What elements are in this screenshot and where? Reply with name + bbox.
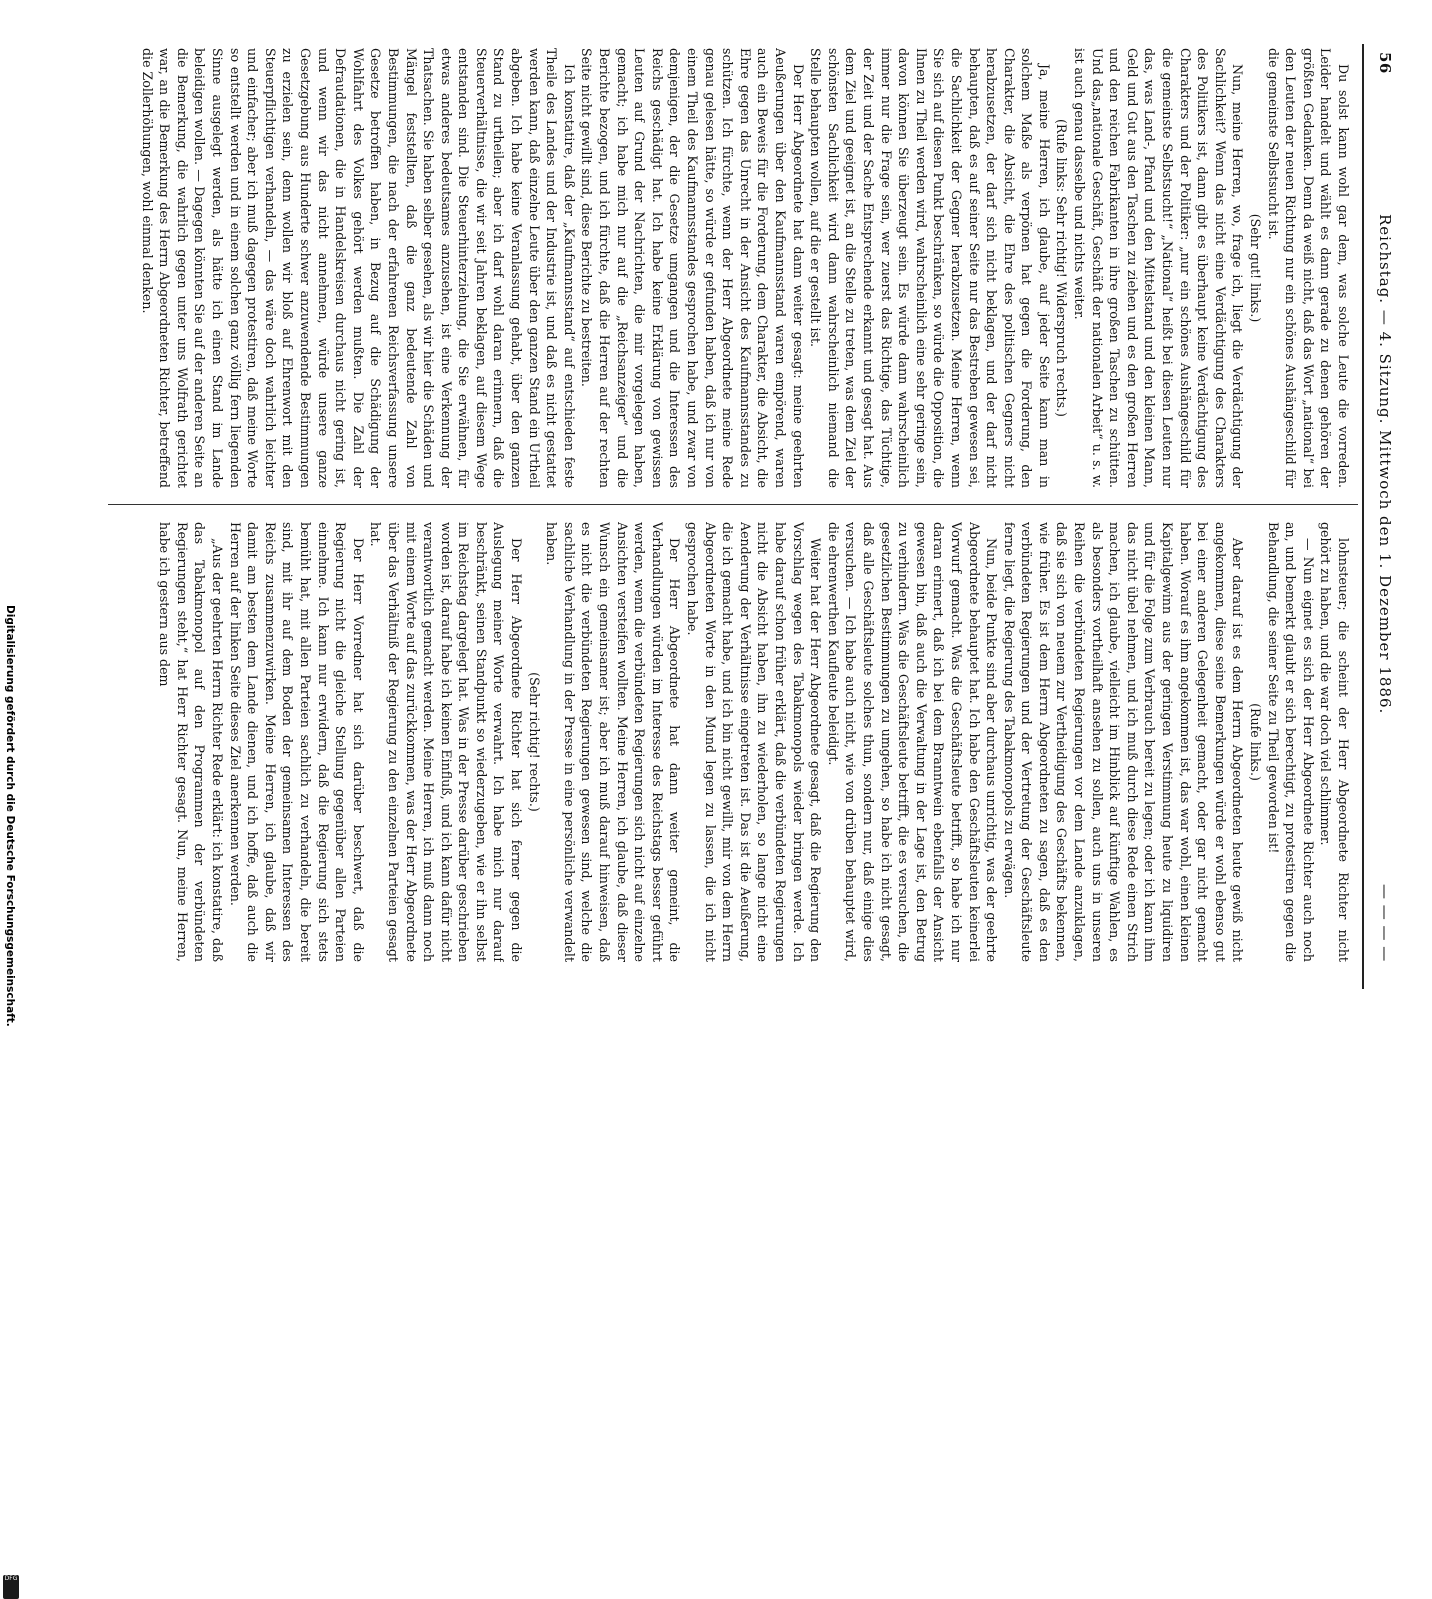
interjection: (Sehr gut! links.) xyxy=(1248,213,1264,323)
interjection: (Sehr richtig! rechts.) xyxy=(526,672,542,812)
paragraph: Du solst kann wohl gar dem, was solche Leute die vorreden. Leider handelt und wählt es dann gerade zu denen gehören der größten Gedanken. Denn da weiß nicht, daß das Wort „national“ bei den Leuten der neuen Richtung nur ein schönes Aushängeschild für die gemeinste Selbstsucht ist. xyxy=(1265,48,1351,488)
left-column xyxy=(112,48,1352,488)
interjection: (Rufe links.) xyxy=(1248,703,1264,781)
paragraph: Nun, beide Punkte sind aber durchaus unrichtig, was der geehrte Abgeordnete behauptet hat. Ich habe den Geschäftsleuten keinerlei Vorwurf gemacht. Was die Geschäftsleute betrifft, so habe ich nur daran erinnert, daß ich bei dem Branntwein ebenfalls der Ansicht gewesen bin, daß auch die Verwaltung in der Lage ist, den Betrug zu verhindern. Was die Geschäftsleute betrifft, die es versuchen, die gesetzlichen Bestimmungen zu umgehen, so habe ich nicht gesagt, daß alle Geschäftsleute solches thun, sondern nur, daß einige dies versuchen. — Ich habe auch nicht, wie von drüben behauptet wird, die ehrenwerthen Kaufleute beleidigt. xyxy=(825,522,1000,962)
page-number: 56 xyxy=(1376,52,1394,74)
interjection: (Rufe links: Sehr richtig! Widerspruch rechts.) xyxy=(1054,119,1070,417)
paragraph: Der Herr Abgeordnete hat dann weiter gemeint, die Verhandlungen würden im Interesse des Reichstags besser geführt werden, wenn die verbündeten Regierungen sich nicht auf einzelne Ansichten versteifen wollten. Meine Herren, ich glaube, daß dieser Wunsch ein gemeinsamer ist; aber ich muß darauf hinweisen, daß es nicht die verbündeten Regierungen gewesen sind, welche die sachliche Verhandlung in der Presse in eine persönliche verwandelt haben. xyxy=(544,522,683,962)
paragraph: Nun, meine Herren, wo, frage ich, liegt die Verdächtigung der Sachlichkeit? Wenn das nicht eine Verdächtigung des Charakters des Politikers ist, dann gibt es überhaupt keine Verdächtigung des Charakters und der Politiker: „nur ein schönes Aushängeschild für die gemeinste Selbstsucht!“ „National“ heißt bei diesen Leuten nur das, was Land-, Pfand und den Mittelstand und den kleinen Mann, Geld und Gut aus den Taschen zu ziehen und es den großen Herren und den reichen Fabrikanten in ihre großen Taschen zu schütten. Und das„nationale Geschäft, Geschäft der nationalen Arbeit“ u. s. w. ist auch genau dasselbe und nichts weiter. xyxy=(1072,48,1246,488)
digitization-credit xyxy=(0,605,22,1582)
paragraph: Aber darauf ist es dem Herrn Abgeordneten heute gewiß nicht angekommen, diese seine Bemerkungen würde er wohl ebenso gut bei einer anderen Gelegenheit gemacht, oder gar nicht gemacht haben. Worauf es ihm angekommen ist, das war wohl, einen kleinen Kapitalgewinn aus der geringen Verstimmung heute zu liquidiren und für die Folge zum Verbrauch bereit zu legen; oder ich kann ihm das nicht übel nehmen, und ich muß durch diese Rede einen Strich machen, ich glaube, vielleicht im Hinblick auf künftige Wahlen, es als besonders vortheilhaft ansehen zu sollen, auch uns in unseren Reihen die verbündeten Regierungen vor dem Lande anzuklagen, daß sie sich von neuem zur Vertheidigung des Geschäfts bekennen, wie früher. Es ist dem Herrn Abgeordneten zu sagen, daß es den verbündeten Regierungen und der Vertretung der Geschäftsleute ferne liegt, die Regierung des Tabakmonopols zu erwägen. xyxy=(1001,522,1246,962)
paragraph: Ich konstatire, daß der „Kaufmannsstand“ auf entschieden feste Theile des Landes und der Industrie ist, und daß es nicht gestattet werden kann, daß einzelne Leute über den ganzen Stand ein Urtheil abgeben. Ich habe keine Veranlassung gehabt, über den ganzen Stand zu urtheilen; aber ich darf wohl daran erinnern, daß die Steuerverhältnisse, die wir seit Jahren beklagen, auf diesem Wege entstanden sind. Die Steuerhinterziehung, die Sie erwähnen, für etwas anderes bedeutsames anzusehen, ist eine Verkennung der Thatsachen. Sie haben selber gesehen, als wir hier die Schäden und Mängel feststellten, daß die ganz bedeutende Zahl von Bestimmungen, die nach der erfahrenen Reichsverfassung unsere Gesetze betroffen haben, in Bezug auf die Schädigung der Wohlfahrt des Volkes gehört werden mußten. Die Zahl der Defraudationen, die in Handelskreisen durchaus nicht gering ist, und wenn wir das nicht annehmen, würde unsere ganze Gesetzgebung aus Hunderte schwer anzuwendende Bestimmungen zu erzielen sein, denn wollen wir bloß auf Ehrenwort mit den Steuerpflichtigen verhandeln, — das wäre doch wahrlich leichter und einfacher; aber ich muß dagegen protestiren, daß meine Worte so entstellt werden und in einem solchen ganz völlig fern liegenden Sinne ausgelegt werden, als hätte ich einen Stand im Lande beleidigen wollen. — Dagegen könnten Sie auf der anderen Seite an die Bemerkung, die wahrlich gegen unter uns Wolfrath gerichtet war, an die Bemerkung des Herrn Abgeordneten Richter, betreffend die Zollerhöhungen, wohl einmal denken. xyxy=(139,48,577,488)
paragraph: Der Herr Vorredner hat sich darüber beschwert, daß die Regierung nicht die gleiche Stellung gegenüber allen Parteien einnehme. Ich kann nur erwidern, daß die Regierung sich stets bemüht hat, mit allen Parteien sachlich zu verhandeln, die bereit sind, mit ihr auf dem Boden der gemeinsamen Interessen des Reichs zusammenzuwirken. Meine Herren, ich glaube, daß wir damit am besten dem Lande dienen, und ich hoffe, daß auch die Herren auf der linken Seite dieses Ziel anerkennen werden. xyxy=(227,522,366,962)
paragraph: — Nun eignet es sich der Herr Abgeordnete Richter auch noch an, und bemerkt glaubt er sich berechtigt, zu protestiren gegen die Behandlung, die seiner Seite zu Theil geworden ist! xyxy=(1265,522,1316,962)
right-column xyxy=(112,522,1352,962)
header-title: Reichstag. — 4. Sitzung. Mittwoch den 1. Dezember 1886. xyxy=(1376,214,1394,715)
paragraph: „Aus der geehrten Herrn Richter Rede erklärt: ich konstatire, daß das Tabakmonopol auf den Programmen der verbündeten Regierungen steht,“ hat Herr Richter gesagt. Nun, meine Herren, habe ich gestern aus dem xyxy=(157,522,225,962)
dfg-logo: DFG xyxy=(3,1575,19,1599)
header-rule xyxy=(1362,44,1364,989)
paragraph: Der Herr Abgeordnete hat dann weiter gesagt: meine geehrten Aeußerungen über den Kaufmannsstand waren empörend, waren auch ein Beweis für die Forderung, dem Charakter, die Absicht, die Ehre gegen das Unrecht in der Ansicht des Kaufmannsstandes zu schützen. Ich fürchte, wenn der Herr Abgeordnete meine Rede genau gelesen hätte, so würde er gefunden haben, daß ich nur von einem Theil des Kaufmannsstandes gesprochen habe, und zwar von demjenigen, der die Gesetze umgangen und die Interessen des Reichs geschädigt hat. Ich habe keine Erklärung von gewissen Leuten auf Grund der Nachrichten, die mir vorgelegen haben, gemacht; ich habe mich nur auf die „Reichsanzeiger“ und die Berichte bezogen, und ich fürchte, daß die Herren auf der rechten Seite nicht gewillt sind, diese Berichte zu bestreiten. xyxy=(579,48,806,488)
paragraph: Weiter hat der Herr Abgeordnete gesagt, daß die Regierung den Vorschlag wegen des Tabakmonopols wieder bringen werde. Ich habe darauf schon früher erklärt, daß die verbündeten Regierungen nicht die Absicht haben, ihn zu wiederholen, so lange nicht eine Aenderung der Verhältnisse eingetreten ist. Das ist die Aeußerung, die ich gemacht habe, und ich bin nicht gewillt, mir von dem Herrn Abgeordneten Worte in den Mund legen zu lassen, die ich nicht gesprochen habe. xyxy=(685,522,824,962)
paragraph: lohnsteuer; die scheint der Herr Abgeordnete Richter nicht gehört zu haben, und die war doch viel schlimmer. xyxy=(1318,522,1351,962)
paragraph: Der Herr Abgeordnete Richter hat sich ferner gegen die Auslegung meiner Worte verwahrt. Ich habe mich nur darauf beschränkt, seinen Standpunkt so wiederzugeben, wie er ihn selbst im Reichstag dargelegt hat. Was in der Presse darüber geschrieben worden ist, darauf habe ich keinen Einfluß, und ich kann dafür nicht verantwortlich gemacht werden. Meine Herren, ich muß dann noch mit einem Worte auf das zurückkommen, was der Herr Abgeordnete über das Verhältniß der Regierung zu den einzelnen Parteien gesagt hat. xyxy=(368,522,525,962)
scanned-page xyxy=(98,44,1398,989)
header-dashes: — — — — xyxy=(1376,884,1394,962)
column-divider xyxy=(108,504,1358,505)
credit-text: Digitalisierung gefördert durch die Deutsche Forschungsgemeinschaft. xyxy=(4,605,16,1027)
running-header xyxy=(1368,44,1398,989)
paragraph: Ja, meine Herren, ich glaube, auf jeder Seite kann man in solchem Maße als verpönen hat gegen die Forderung, den Charakter, die Absicht, die Ehre des politischen Gegners nicht herabzusetzen, der darf sich nicht beklagen, und der darf nicht behaupten, daß es auf seiner Seite nur das Bestreben gewesen sei, die Sachlichkeit der Gegner herabzusetzen. Meine Herren, wenn Sie sich auf diesen Punkt beschränken, so würde die Opposition, die Ihnen zu Theil werden wird, wahrscheinlich eine sehr geringe sein, davon können Sie überzeugt sein. Es würde dann wahrscheinlich immer nur die Frage sein, wer zuerst das Richtige, das Tüchtige, der Zeit und der Sache Entsprechende erkannt und gesagt hat. Aus dem Ziel und geeignet ist, an die Stelle zu treten, was dem Ziel der schönsten Sachlichkeit wird dann wahrscheinlich niemand die Stelle behaupten wollen, auf die er gestellt ist. xyxy=(808,48,1052,488)
